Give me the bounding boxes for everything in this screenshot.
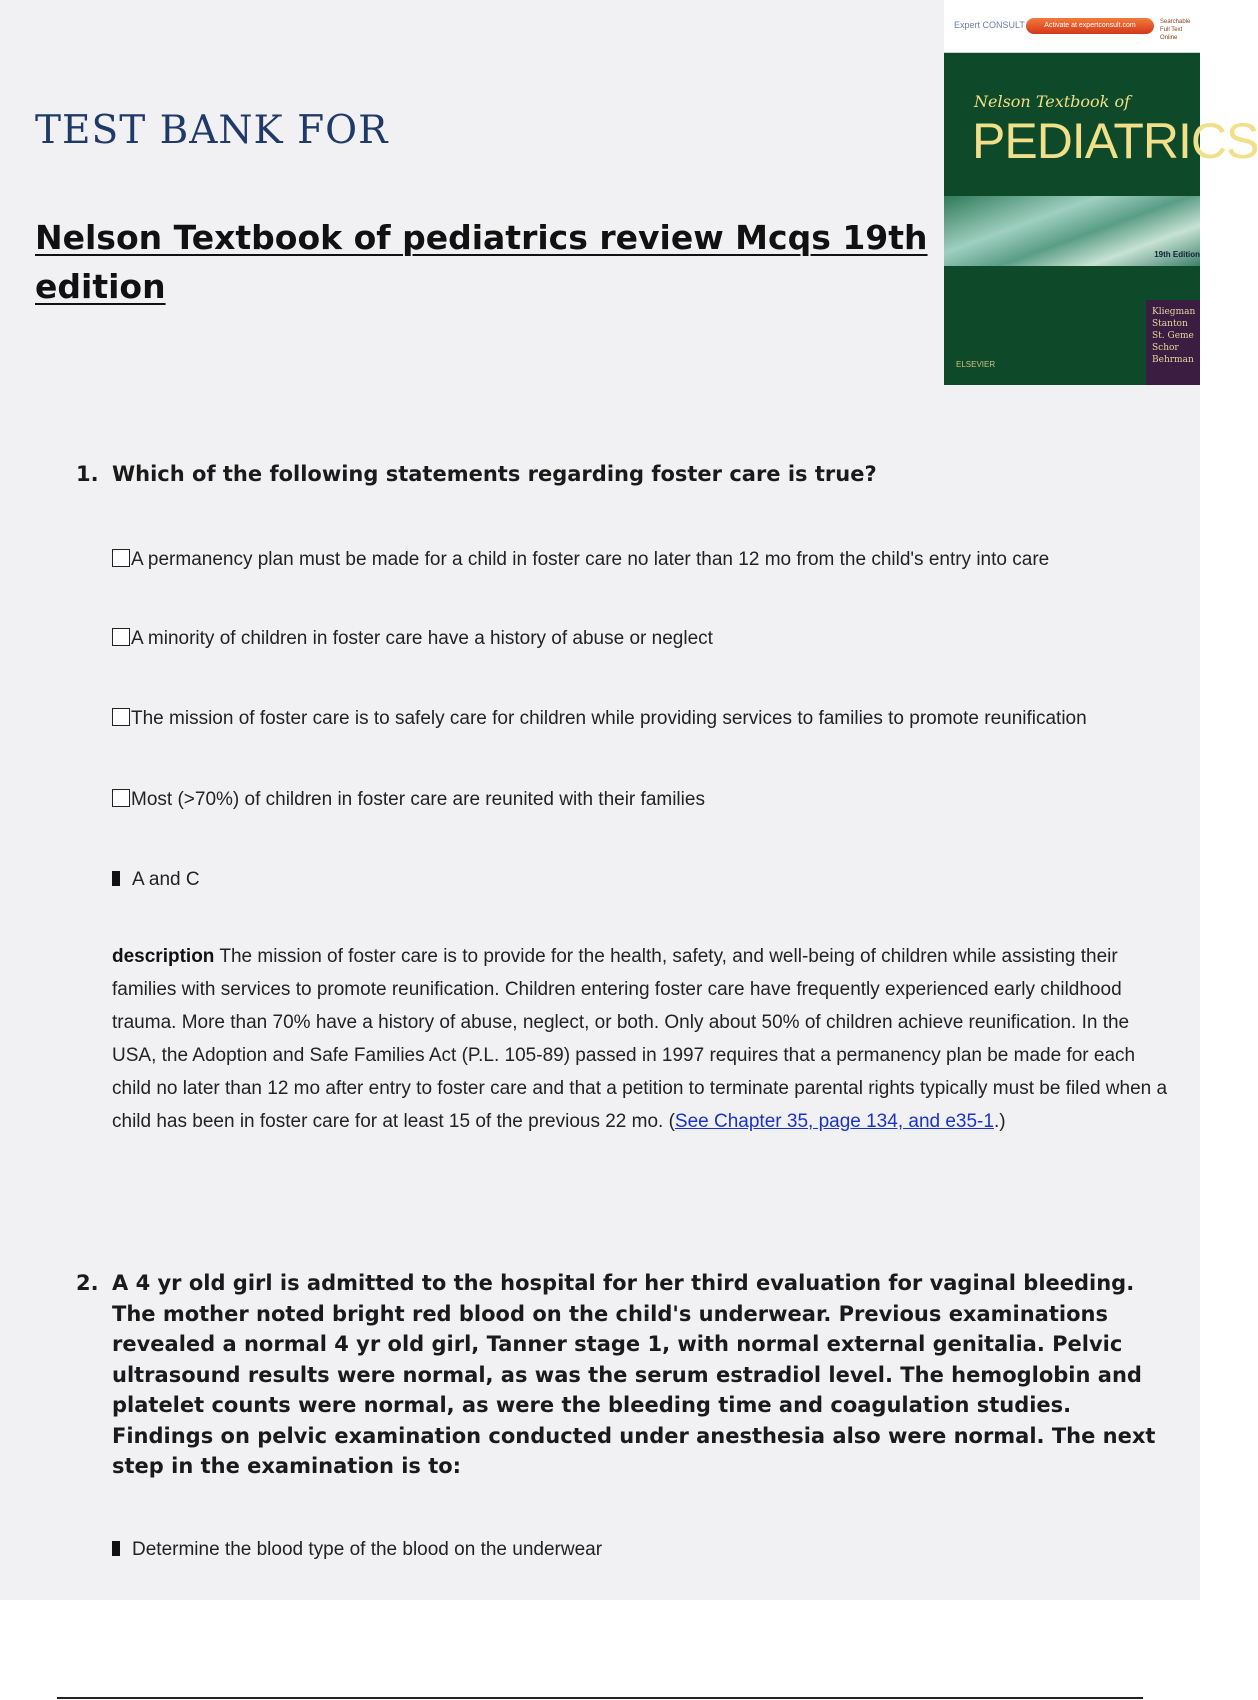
option-b — [112, 628, 713, 650]
question-1-stem — [76, 462, 1176, 486]
option-text: A minority of children in foster care have a history of abuse or neglect — [131, 628, 713, 649]
checkbox-icon[interactable] — [112, 628, 130, 646]
answer-2 — [112, 1539, 602, 1561]
option-d — [112, 789, 705, 811]
option-text: The mission of foster care is to safely care for children while providing services to families to promote reunification — [131, 708, 1087, 729]
checkbox-icon[interactable] — [112, 708, 130, 726]
option-text: Most (>70%) of children in foster care are reunited with their families — [131, 789, 705, 810]
cover-brand: Expert CONSULT — [954, 20, 1025, 30]
answer-marker-icon — [112, 1541, 120, 1556]
cover-publisher: ELSEVIER — [956, 360, 996, 369]
cover-top-bar — [944, 0, 1200, 53]
answer-1 — [112, 869, 200, 891]
cover-subtitle: Nelson Textbook of — [974, 92, 1131, 111]
description-label: description — [112, 946, 215, 967]
question-text: A 4 yr old girl is admitted to the hospital for her third evaluation for vaginal bleeding. The mother noted bright red blood on the child's underwear. Previous examinations revealed a normal 4 yr old girl, Tanner stage 1, with normal external genitalia. Pelvic ultrasound results were normal, as was the serum estradiol level. The hemoglobin and platelet counts were normal, as were the bleeding time and coagulation studies. Findings on pelvic examination conducted under anesthesia also were normal. The next step in the examination is to: — [112, 1271, 1156, 1478]
checkbox-icon[interactable] — [112, 789, 130, 807]
cover-author: Behrman — [1152, 355, 1194, 365]
cover-authors — [1146, 300, 1200, 385]
footer-divider — [57, 1697, 1143, 1699]
book-cover-image — [944, 0, 1258, 385]
question-text: Which of the following statements regarding foster care is true? — [112, 462, 877, 486]
cover-main-title: PEDIATRICS — [972, 113, 1258, 169]
description-text: The mission of foster care is to provide for the health, safety, and well-being of children while assisting their families with services to promote reunification. Children entering foster care have frequently experienced early childhood trauma. More than 70% have a history of abuse, neglect, or both. Only about 50% of children achieve reunification. In the USA, the Adoption and Safe Families Act (P.L. 105-89) passed in 1997 requires that a permanency plan be made for each child no later than 12 mo after entry to foster care and that a petition to terminate parental rights typically must be filed when a child has been in foster care for at least 15 of the previous 22 mo. ( — [112, 946, 1168, 1132]
question-2-stem — [76, 1268, 1176, 1482]
question-number: 1. — [76, 462, 99, 486]
cover-activate-pill: Activate at expertconsult.com — [1026, 18, 1154, 34]
option-c — [112, 708, 1087, 730]
question-number: 2. — [76, 1271, 99, 1295]
option-a — [112, 549, 1049, 571]
answer-marker-icon — [112, 871, 120, 886]
cover-author: Kliegman — [1152, 307, 1196, 317]
cover-author: St. Geme — [1152, 331, 1194, 341]
cover-edition: 19th Edition — [1154, 250, 1200, 259]
cover-author: Schor — [1152, 343, 1179, 353]
option-text: A permanency plan must be made for a child in foster care no later than 12 mo from the child's entry into care — [131, 549, 1050, 570]
answer-text: Determine the blood type of the blood on the underwear — [132, 1539, 603, 1560]
answer-text: A and C — [132, 869, 200, 890]
description-end: .) — [993, 1111, 1006, 1132]
test-bank-heading: TEST BANK FOR — [35, 108, 389, 153]
answer-description — [112, 940, 1178, 1138]
checkbox-icon[interactable] — [112, 549, 130, 567]
cover-note: Searchable Full Text Online — [1160, 19, 1191, 41]
chapter-reference-link[interactable]: See Chapter 35, page 134, and e35-1 — [674, 1111, 994, 1132]
cover-author: Stanton — [1152, 319, 1188, 329]
book-title: Nelson Textbook of pediatrics review Mcqs 19th edition — [35, 218, 928, 306]
